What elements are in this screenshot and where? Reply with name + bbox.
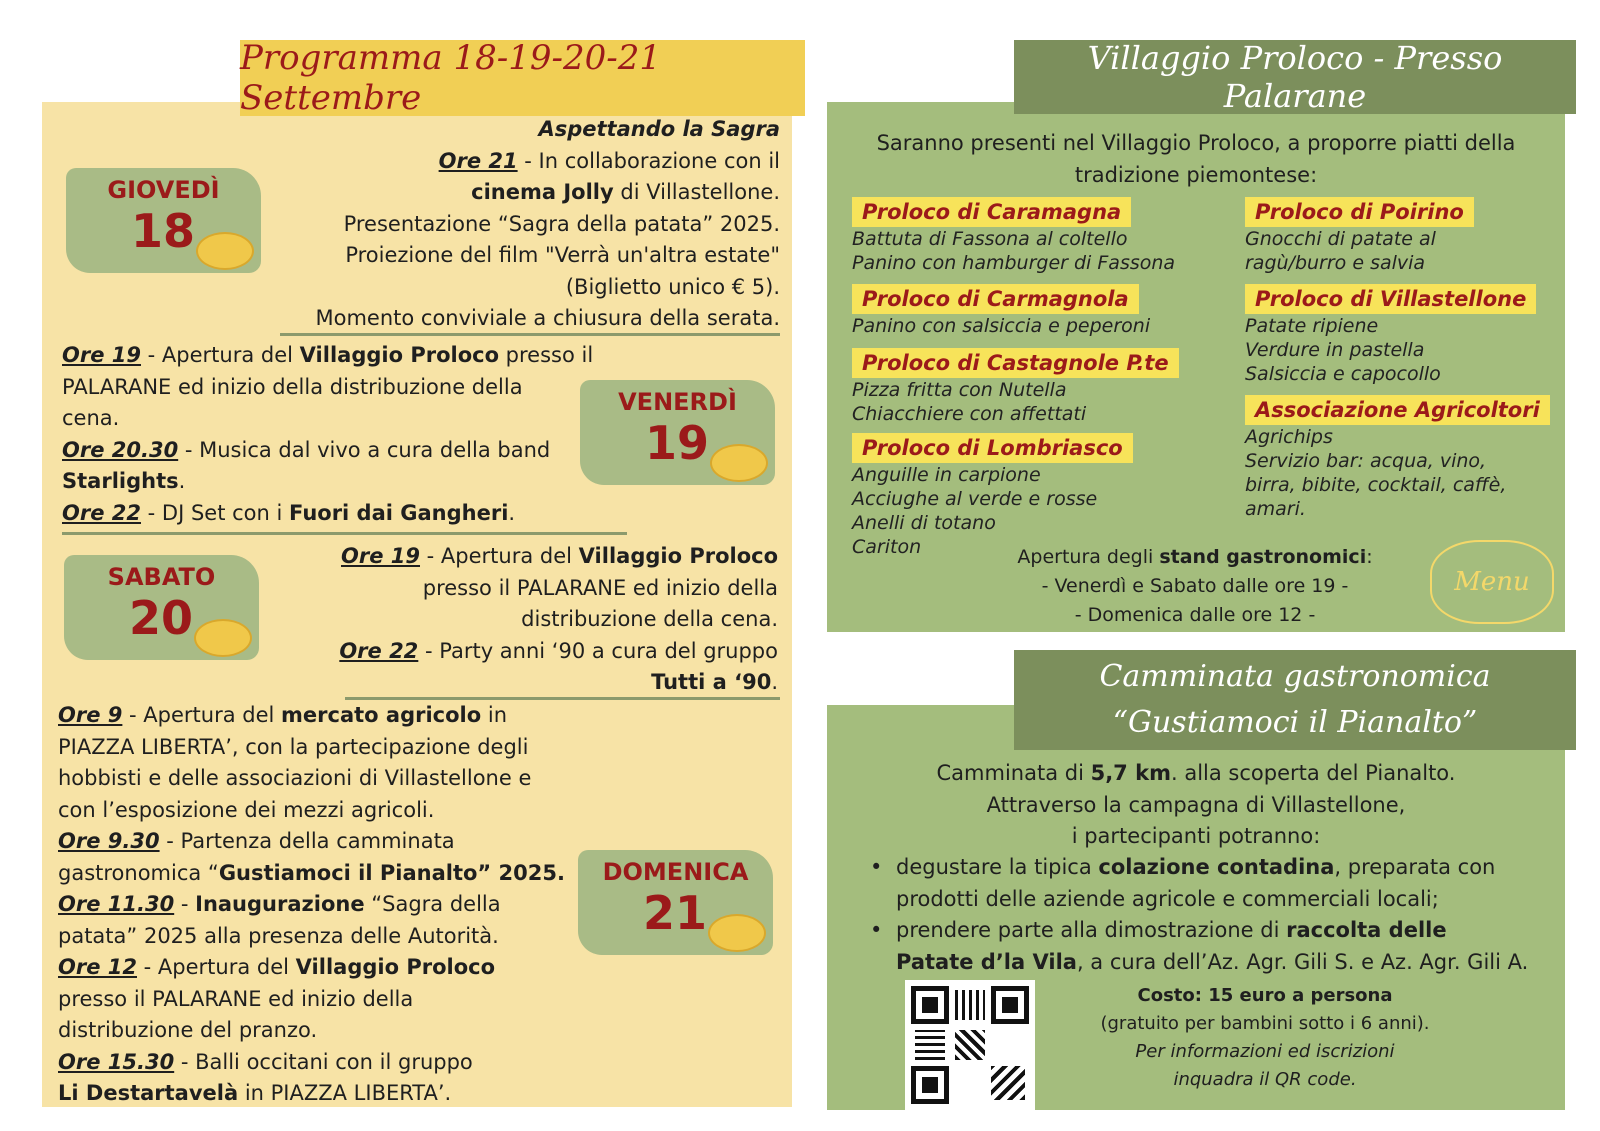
walk-title: Camminata gastronomica “Gustiamoci il Pianalto” bbox=[1014, 650, 1576, 750]
menu-badge: Menu bbox=[1430, 540, 1554, 624]
day-number: 21 bbox=[643, 886, 708, 940]
divider bbox=[62, 532, 627, 535]
village-title: Villaggio Proloco - Presso Palarane bbox=[1014, 40, 1576, 114]
thursday-text: Aspettando la Sagra Ore 21 - In collaborazione con il cinema Jolly di Villastellone. Presentazione “Sagra della patata” 2025. Proiezione del film "Verrà un'altra estate" (Biglietto unico € 5). Momento conviviale a chiusura della serata. bbox=[315, 117, 780, 330]
proloco-carmagnola: Proloco di Carmagnola Panino con salsiccia e peperoni bbox=[852, 284, 1150, 338]
friday-text: Ore 19 - Apertura del Villaggio Proloco presso il PALARANE ed inizio della distribuzione della cena. Ore 20.30 - Musica dal vivo a cura della band Starlights. Ore 22 - DJ Set con i Fuori dai Gangheri. bbox=[62, 343, 594, 525]
proloco-poirino: Proloco di Poirino Gnocchi di patate al ragù/burro e salvia bbox=[1245, 197, 1474, 275]
potato-icon bbox=[708, 914, 766, 952]
day-number: 19 bbox=[645, 416, 710, 470]
proloco-villastellone: Proloco di Villastellone Patate ripiene Verdure in pastella Salsiccia e capocollo bbox=[1245, 284, 1536, 386]
list-item: • prendere parte alla dimostrazione di raccolta delle Patate d’la Vila, a cura dell’Az. Agr. Gili S. e Az. Agr. Gili A. bbox=[870, 918, 1529, 974]
walk-cost: Costo: 15 euro a persona (gratuito per bambini sotto i 6 anni). Per informazioni ed iscrizioni inquadra il QR code. bbox=[1100, 985, 1430, 1090]
day-number: 18 bbox=[131, 204, 196, 258]
walk-bullets bbox=[866, 852, 1556, 978]
day-label: DOMENICA bbox=[602, 858, 749, 886]
walk-intro: Camminata di 5,7 km. alla scoperta del Pianalto. Attraverso la campagna di Villastellone, i partecipanti potranno: bbox=[936, 761, 1456, 848]
day-number: 20 bbox=[129, 591, 194, 645]
list-item: • degustare la tipica colazione contadina, preparata con prodotti delle aziende agricole e commerciali locali; bbox=[870, 855, 1496, 911]
proloco-castagnole: Proloco di Castagnole P.te Pizza fritta con Nutella Chiacchiere con affettati bbox=[852, 348, 1179, 426]
day-label: SABATO bbox=[107, 563, 216, 591]
program-title: Programma 18-19-20-21 Settembre bbox=[240, 40, 805, 116]
day-label: GIOVEDÌ bbox=[107, 176, 220, 204]
proloco-caramagna: Proloco di Caramagna Battuta di Fassona al coltello Panino con hamburger di Fassona bbox=[852, 197, 1175, 275]
divider bbox=[280, 333, 780, 336]
potato-icon bbox=[710, 444, 768, 482]
village-intro: Saranno presenti nel Villaggio Proloco, a proporre piatti della tradizione piemontese: bbox=[876, 131, 1516, 187]
potato-icon bbox=[194, 619, 252, 657]
proloco-lombriasco: Proloco di Lombriasco Anguille in carpione Acciughe al verde e rosse Anelli di totano Cariton bbox=[852, 433, 1133, 559]
day-label: VENERDÌ bbox=[618, 388, 737, 416]
associazione-agricoltori: Associazione Agricoltori Agrichips Servizio bar: acqua, vino, birra, bibite, cocktail, caffè, amari. bbox=[1245, 395, 1550, 521]
sunday-text: Ore 9 - Apertura del mercato agricolo in PIAZZA LIBERTA’, con la partecipazione degli hobbisti e delle associazioni di Villastellone e con l’esposizione dei mezzi agricoli. Ore 9.30 - Partenza della camminata gastronomica “Gustiamoci il Pianalto” 2025. Ore 11.30 - Inaugurazione “Sagra della patata” 2025 alla presenza delle Autorità. Ore 12 - Apertura del Villaggio Proloco presso il PALARANE ed inizio della distribuzione del pranzo. Ore 15.30 - Balli occitani con il gruppo Li Destartavelà in PIAZZA LIBERTA’. bbox=[58, 703, 565, 1105]
stand-hours: Apertura degli stand gastronomici: - Venerdì e Sabato dalle ore 19 - - Domenica dalle ore 12 - bbox=[1017, 546, 1373, 626]
saturday-text: Ore 19 - Apertura del Villaggio Proloco presso il PALARANE ed inizio della distribuzione della cena. Ore 22 - Party anni ‘90 a cura del gruppo Tutti a ‘90. bbox=[339, 544, 778, 694]
qr-code[interactable] bbox=[905, 980, 1035, 1110]
badge-thursday bbox=[66, 168, 261, 273]
badge-saturday bbox=[64, 555, 259, 660]
potato-icon bbox=[196, 232, 254, 270]
